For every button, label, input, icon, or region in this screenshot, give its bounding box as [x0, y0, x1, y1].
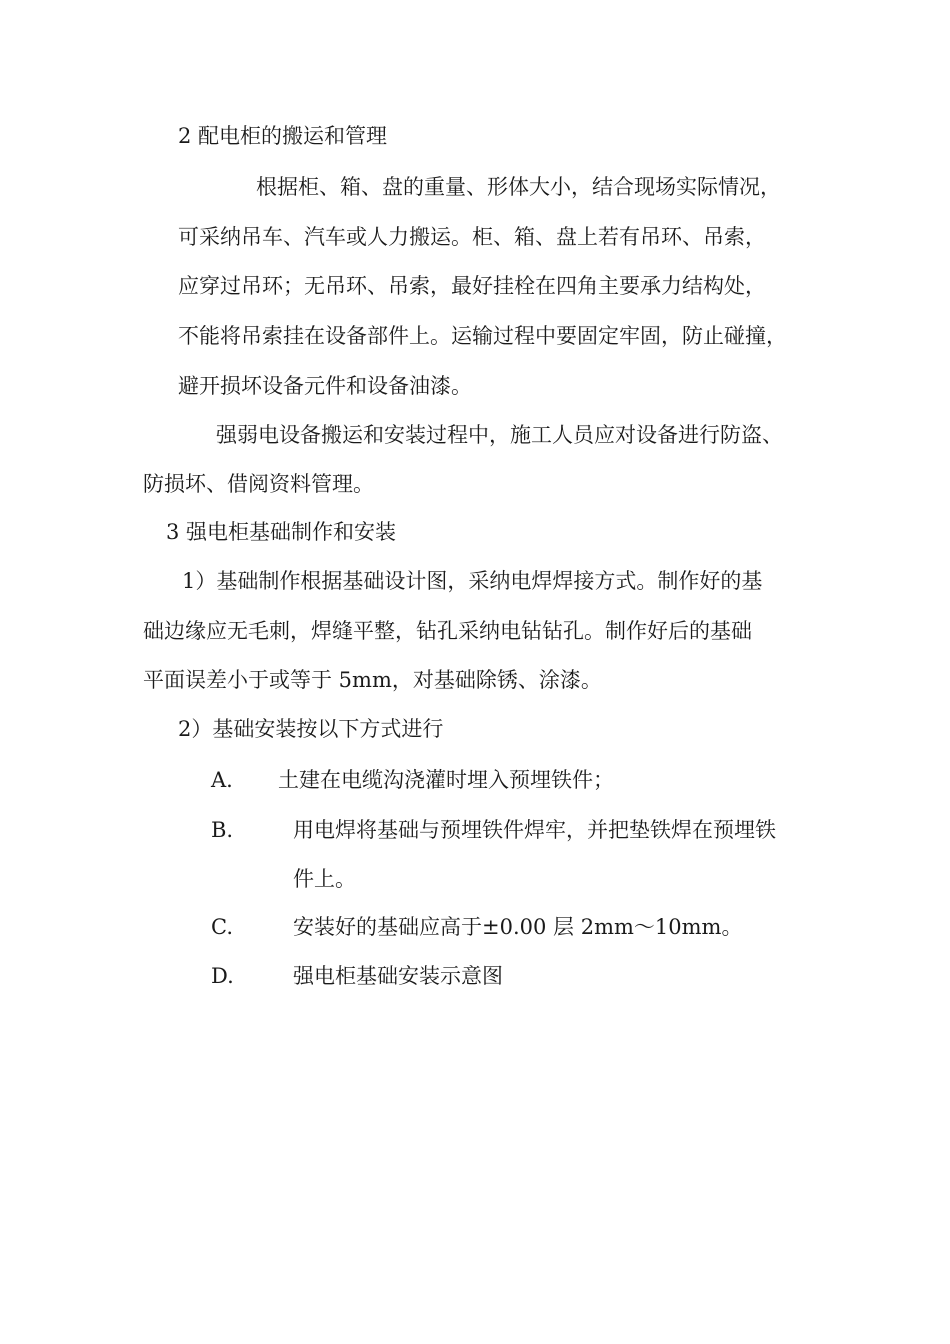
section-2-heading: 2 配电柜的搬运和管理	[178, 124, 388, 148]
list-label-b: B.	[211, 818, 234, 842]
list-label-d: D.	[211, 964, 234, 988]
paragraph-line: 避开损坏设备元件和设备油漆。	[178, 374, 472, 398]
list-item-text: 强电柜基础安装示意图	[293, 964, 503, 988]
list-item-text: 用电焊将基础与预埋铁件焊牢，并把垫铁焊在预埋铁	[293, 818, 776, 842]
list-label-c: C.	[211, 915, 233, 939]
paragraph-line: 础边缘应无毛刺，焊缝平整，钻孔采纳电钻钻孔。制作好后的基础	[143, 619, 752, 643]
section-3-heading: 3 强电柜基础制作和安装	[166, 520, 397, 544]
list-item-text: 件上。	[293, 867, 356, 891]
paragraph-line: 根据柜、箱、盘的重量、形体大小，结合现场实际情况，	[256, 175, 781, 199]
list-item-text: 土建在电缆沟浇灌时埋入预埋铁件；	[278, 768, 614, 792]
list-label-a: A.	[211, 768, 233, 792]
paragraph-line: 防损坏、借阅资料管理。	[143, 472, 374, 496]
paragraph-line: 1）基础制作根据基础设计图，采纳电焊焊接方式。制作好的基	[182, 569, 763, 593]
paragraph-line: 可采纳吊车、汽车或人力搬运。柜、箱、盘上若有吊环、吊索，	[178, 225, 766, 249]
list-item-text: 安装好的基础应高于±0.00 层 2mm～10mm。	[293, 915, 743, 939]
paragraph-line: 不能将吊索挂在设备部件上。运输过程中要固定牢固，防止碰撞，	[178, 324, 787, 348]
paragraph-line: 平面误差小于或等于 5mm，对基础除锈、涂漆。	[143, 668, 602, 692]
paragraph-line: 强弱电设备搬运和安装过程中，施工人员应对设备进行防盗、	[216, 423, 783, 447]
subsection-intro: 2）基础安装按以下方式进行	[178, 717, 444, 741]
paragraph-line: 应穿过吊环；无吊环、吊索，最好挂栓在四角主要承力结构处，	[178, 274, 766, 298]
